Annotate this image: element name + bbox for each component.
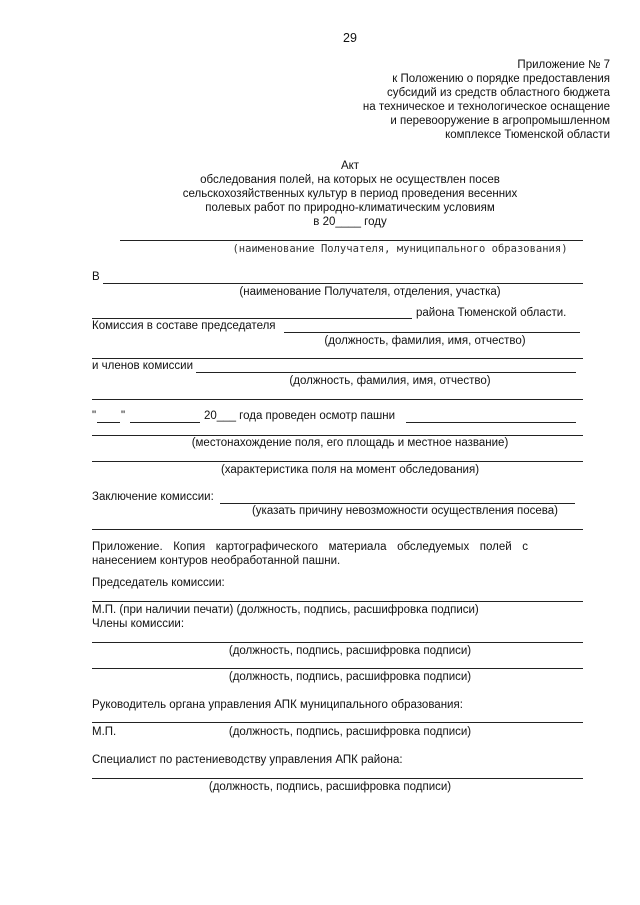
head-caption: (должность, подпись, расшифровка подписи) [228,726,472,738]
v-field-line[interactable] [103,283,583,284]
recipient-line[interactable] [120,240,583,241]
recipient-caption: (наименование Получателя, муниципального образования) [232,243,568,255]
appendix-line-4: на техническое и технологическое оснащение [362,101,610,113]
district-field-line[interactable] [92,318,412,319]
members-field-line[interactable] [196,372,576,373]
conclusion-label: Заключение комиссии: [92,491,214,503]
attachment-line-2: нанесением контуров необработанной пашни. [92,555,341,567]
specialist-signature-line[interactable] [92,778,583,779]
page-number: 29 [343,31,357,45]
appendix-line-1: Приложение № 7 [517,59,610,71]
chairman-signature-line[interactable] [92,601,583,602]
members-extra-line[interactable] [92,399,583,400]
location-caption: (местонахождение поля, его площадь и местное название) [191,437,509,449]
commission-extra-line[interactable] [92,358,583,359]
specialist-label: Специалист по растениеводству управления АПК района: [92,754,403,766]
member-signature-line-1[interactable] [92,642,583,643]
member-signature-caption-2: (должность, подпись, расшифровка подписи) [228,671,472,683]
title-line-2: обследования полей, на которых не осуществлен посев [200,174,500,186]
members-caption: (должность, фамилия, имя, отчество) [289,375,491,387]
commission-caption: (должность, фамилия, имя, отчество) [324,335,526,347]
appendix-line-5: и перевооружение в агропромышленном [390,115,610,127]
commission-field-line[interactable] [284,332,580,333]
inspection-field-line[interactable] [406,422,576,423]
conclusion-field-line[interactable] [220,503,575,504]
title-line-4: полевых работ по природно-климатическим условиям [205,202,495,214]
date-day-field[interactable] [97,422,120,423]
mp-label: М.П. [92,726,117,738]
date-close-quote: " [121,410,126,422]
conclusion-extra-line[interactable] [92,529,583,530]
attachment-line-1: Приложение. Копия картографического материала обследуемых полей с [92,541,528,553]
location-line[interactable] [92,435,583,436]
member-signature-caption-1: (должность, подпись, расшифровка подписи) [228,645,472,657]
appendix-line-6: комплексе Тюменской области [445,129,610,141]
chairman-caption: М.П. (при наличии печати) (должность, подпись, расшифровка подписи) [92,604,479,616]
district-text: района Тюменской области. [416,307,567,319]
title-line-5: в 20____ году [313,216,387,228]
title-line-1: Акт [340,160,360,172]
date-open-quote: " [92,410,97,422]
v-caption: (наименование Получателя, отделения, участка) [239,286,501,298]
head-signature-line[interactable] [92,722,583,723]
commission-label: Комиссия в составе председателя [92,320,276,332]
v-label: В [92,271,100,283]
characteristic-caption: (характеристика поля на момент обследования) [220,464,480,476]
chairman-label: Председатель комиссии: [92,577,225,589]
head-label: Руководитель органа управления АПК муниципального образования: [92,699,463,711]
title-line-3: сельскохозяйственных культур в период проведения весенних [182,188,518,200]
conclusion-caption: (указать причину невозможности осуществления посева) [251,505,559,517]
appendix-line-3: субсидий из средств областного бюджета [386,87,610,99]
date-month-field[interactable] [130,422,200,423]
appendix-line-2: к Положению о порядке предоставления [392,73,610,85]
specialist-caption: (должность, подпись, расшифровка подписи) [208,781,452,793]
members2-label: Члены комиссии: [92,618,185,630]
members-label: и членов комиссии [92,360,194,372]
date-year-text: 20___ года проведен осмотр пашни [204,410,396,422]
characteristic-line[interactable] [92,461,583,462]
member-signature-line-2[interactable] [92,668,583,669]
